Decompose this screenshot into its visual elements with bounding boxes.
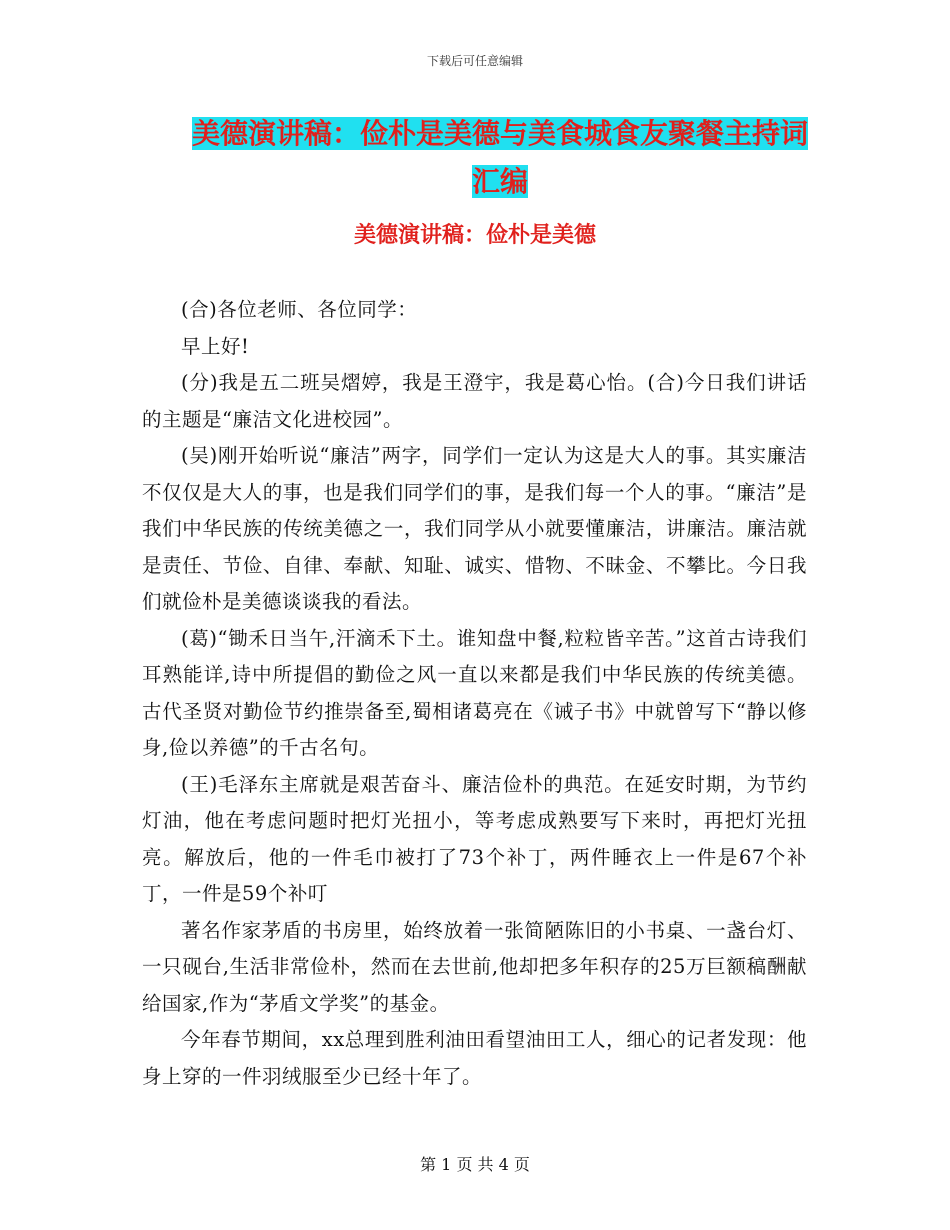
- paragraph: 著名作家茅盾的书房里，始终放着一张简陋陈旧的小书桌、一盏台灯、一只砚台,生活非常俭朴，然而在去世前,他却把多年积存的25万巨额稿酬献给国家,作为“茅盾文学奖”的基金。: [142, 918, 807, 1015]
- section-title: 美德演讲稿：俭朴是美德: [353, 223, 596, 248]
- paragraph: 今年春节期间，xx总理到胜利油田看望油田工人，细心的记者发现：他身上穿的一件羽绒服至少已经十年了。: [142, 1028, 807, 1088]
- paragraph: (分)我是五二班吴熠婷，我是王澄宇，我是葛心怡。(合)今日我们讲话的主题是“廉洁文化进校园”。: [142, 371, 807, 431]
- body-text: [142, 292, 807, 1095]
- page-number: 第 1 页 共 4 页: [420, 1155, 530, 1174]
- paragraph: (葛)“锄禾日当午,汗滴禾下土。谁知盘中餐,粒粒皆辛苦。”这首古诗我们耳熟能详,诗中所提倡的勤俭之风一直以来都是我们中华民族的传统美德。古代圣贤对勤俭节约推崇备至,蜀相诸葛亮在《诫子书》中就曾写下“静以修身,俭以养德”的千古名句。: [142, 626, 807, 759]
- document-title-text: 美德演讲稿：俭朴是美德与美食城食友聚餐主持词汇编: [191, 117, 808, 198]
- paragraph: (王)毛泽东主席就是艰苦奋斗、廉洁俭朴的典范。在延安时期，为节约灯油，他在考虑问题时把灯光扭小，等考虑成熟要写下来时，再把灯光扭亮。解放后，他的一件毛巾被打了73个补丁，两件睡衣上一件是67个补丁，一件是59个补叮: [142, 772, 807, 905]
- document-title: [190, 110, 810, 206]
- paragraph: 早上好!: [181, 334, 250, 358]
- header-note: 下载后可任意编辑: [426, 54, 523, 68]
- paragraph: (吴)刚开始听说“廉洁”两字，同学们一定认为这是大人的事。其实廉洁不仅仅是大人的事，也是我们同学们的事，是我们每一个人的事。“廉洁”是我们中华民族的传统美德之一，我们同学从小就要懂廉洁，讲廉洁。廉洁就是责任、节俭、自律、奉献、知耻、诚实、惜物、不昧金、不攀比。今日我们就俭朴是美德谈谈我的看法。: [142, 444, 807, 613]
- paragraph: (合)各位老师、各位同学：: [181, 298, 418, 321]
